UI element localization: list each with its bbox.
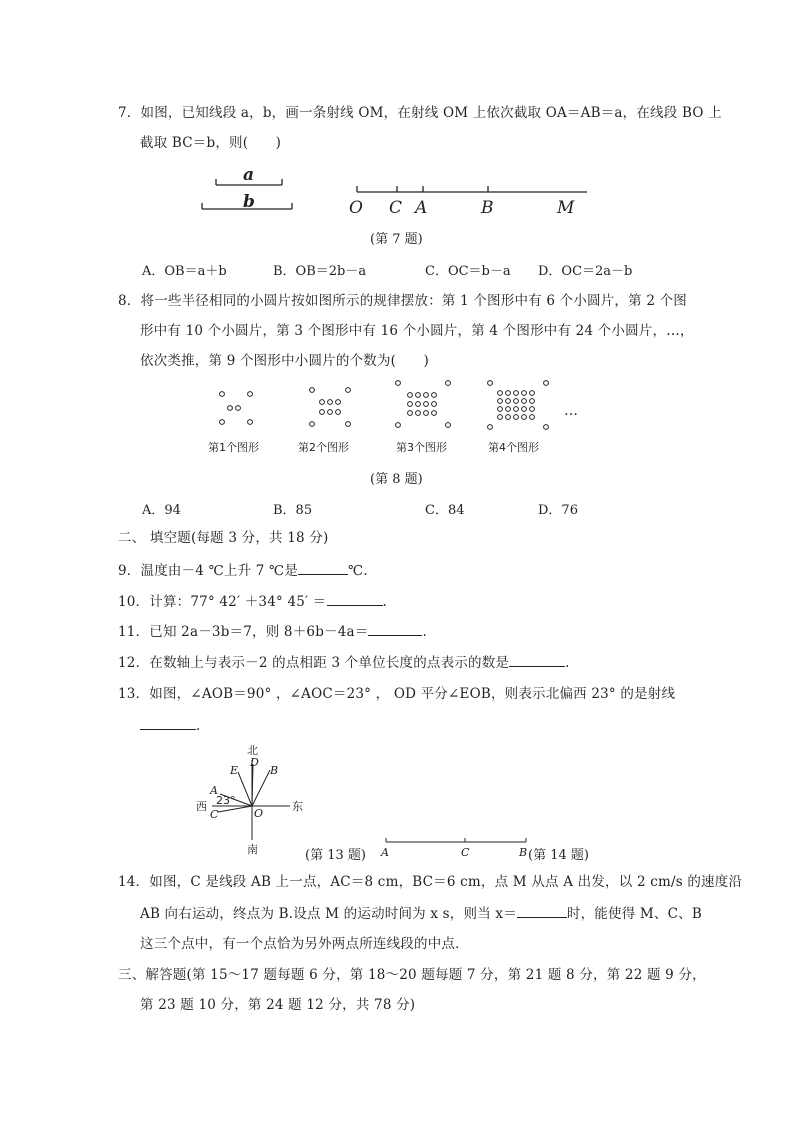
q8-ellipsis: … (564, 403, 578, 419)
point-C-label: C (389, 198, 403, 218)
ray-E-label: E (230, 764, 239, 777)
q14-text-end: 时，能使得 M、C、B (566, 906, 702, 922)
q7-caption: (第 7 题) (370, 232, 423, 247)
q7-option-d: D．OC＝2a－b (538, 264, 633, 279)
segment-b-label: b (243, 192, 255, 212)
section-3-heading-line2: 第 23 题 10 分，第 24 题 12 分，共 78 分) (140, 997, 416, 1013)
north-label: 北 (247, 744, 258, 757)
q7-line1: 7．如图，已知线段 a，b，画一条射线 OM，在射线 OM 上依次截取 OA＝AB＝a，在线段 BO 上 (118, 105, 722, 121)
q12-answer-blank[interactable] (509, 653, 565, 667)
q7-segments-figure (190, 165, 310, 215)
q8-circles-figure (200, 375, 620, 465)
east-label: 东 (292, 800, 303, 813)
section-2-heading: 二、 填空题(每题 3 分，共 18 分) (118, 530, 329, 546)
q13-text-end: . (196, 718, 201, 734)
q8-option-c: C．84 (425, 503, 465, 518)
q14-line1: 14．如图，C 是线段 AB 上一点，AC＝8 cm，BC＝6 cm，点 M 从点 A 出发，以 2 cm/s 的速度沿 (118, 874, 743, 890)
q8-option-d: D．76 (538, 503, 578, 518)
q14-line3: 这三个点中，有一个点恰为另外两点所连线段的中点． (140, 936, 469, 952)
south-label: 南 (247, 843, 258, 856)
q9-text-end: ℃. (348, 563, 368, 579)
point-O-label: O (254, 807, 264, 820)
q10-answer-blank[interactable] (327, 592, 383, 606)
q8-figure-1-label: 第1个图形 (208, 441, 259, 454)
q8-line3: 依次类推，第 9 个图形中小圆片的个数为( ) (140, 353, 430, 369)
q9 (118, 561, 368, 580)
q10-text-end: . (382, 594, 387, 610)
q8-caption: (第 8 题) (370, 472, 423, 487)
q8-figure-4-label: 第4个图形 (488, 441, 539, 454)
point-M-label: M (557, 198, 575, 218)
ray-C-label: C (210, 808, 219, 821)
point-A-label: A (415, 198, 428, 218)
point-C-label: C (461, 846, 470, 859)
q14-line2 (140, 904, 702, 923)
q9-answer-blank[interactable] (298, 561, 348, 575)
q13-compass-figure (190, 740, 320, 860)
point-B-label: B (519, 846, 528, 859)
q14-caption: (第 14 题) (528, 848, 589, 863)
q14-text: AB 向右运动，终点为 B.设点 M 的运动时间为 x s，则当 x＝ (140, 906, 517, 922)
q10-text: 10．计算：77° 42′ ＋34° 45′ ＝ (118, 594, 327, 610)
west-label: 西 (196, 800, 207, 813)
q7-option-a: A．OB＝a＋b (142, 264, 227, 279)
ray-A-label: A (210, 784, 218, 797)
ray-B-label: B (270, 764, 279, 777)
q8-figure-2-label: 第2个图形 (298, 441, 349, 454)
q8-line1: 8．将一些半径相同的小圆片按如图所示的规律摆放：第 1 个图形中有 6 个小圆片，第 2 个图 (118, 293, 688, 309)
ray-D-label: D (250, 756, 259, 769)
q14-answer-blank[interactable] (517, 904, 567, 918)
q7-ray-figure (345, 180, 595, 220)
q8-option-a: A．94 (142, 503, 181, 518)
q10 (118, 592, 387, 611)
q14-segment-figure (378, 832, 538, 862)
q7-line2: 截取 BC＝b，则( ) (140, 135, 282, 151)
q9-text: 9．温度由－4 ℃上升 7 ℃是 (118, 563, 299, 579)
q11 (118, 622, 427, 641)
q12-text: 12．在数轴上与表示－2 的点相距 3 个单位长度的点表示的数是 (118, 655, 510, 671)
q13-answer-blank[interactable] (140, 716, 196, 730)
q13-line2 (140, 716, 201, 735)
point-O-label: O (349, 198, 363, 218)
angle-label: 23° (216, 794, 236, 807)
section-3-heading-line1: 三、解答题(第 15～17 题每题 6 分，第 18～20 题每题 7 分，第 21 题 8 分，第 22 题 9 分， (118, 967, 706, 983)
q11-text: 11．已知 2a－3b＝7，则 8＋6b－4a＝ (118, 624, 369, 640)
point-B-label: B (481, 198, 494, 218)
q8-figure-3-label: 第3个图形 (396, 441, 447, 454)
q7-option-b: B．OB＝2b－a (273, 264, 367, 279)
q11-text-end: . (422, 624, 427, 640)
segment-a-label: a (243, 165, 255, 185)
q8-line2: 形中有 10 个小圆片，第 3 个图形中有 16 个小圆片，第 4 个图形中有 24 个小圆片，…， (140, 323, 694, 339)
q13-caption: (第 13 题) (305, 848, 366, 863)
q8-option-b: B．85 (273, 503, 313, 518)
q13-line1: 13．如图，∠AOB＝90° ，∠AOC＝23° ， OD 平分∠EOB，则表示北偏西 23° 的是射线 (118, 686, 676, 702)
q11-answer-blank[interactable] (368, 622, 422, 636)
q12-text-end: . (565, 655, 570, 671)
q7-option-c: C．OC＝b－a (425, 264, 511, 279)
q12 (118, 653, 570, 672)
point-A-label: A (381, 846, 389, 859)
